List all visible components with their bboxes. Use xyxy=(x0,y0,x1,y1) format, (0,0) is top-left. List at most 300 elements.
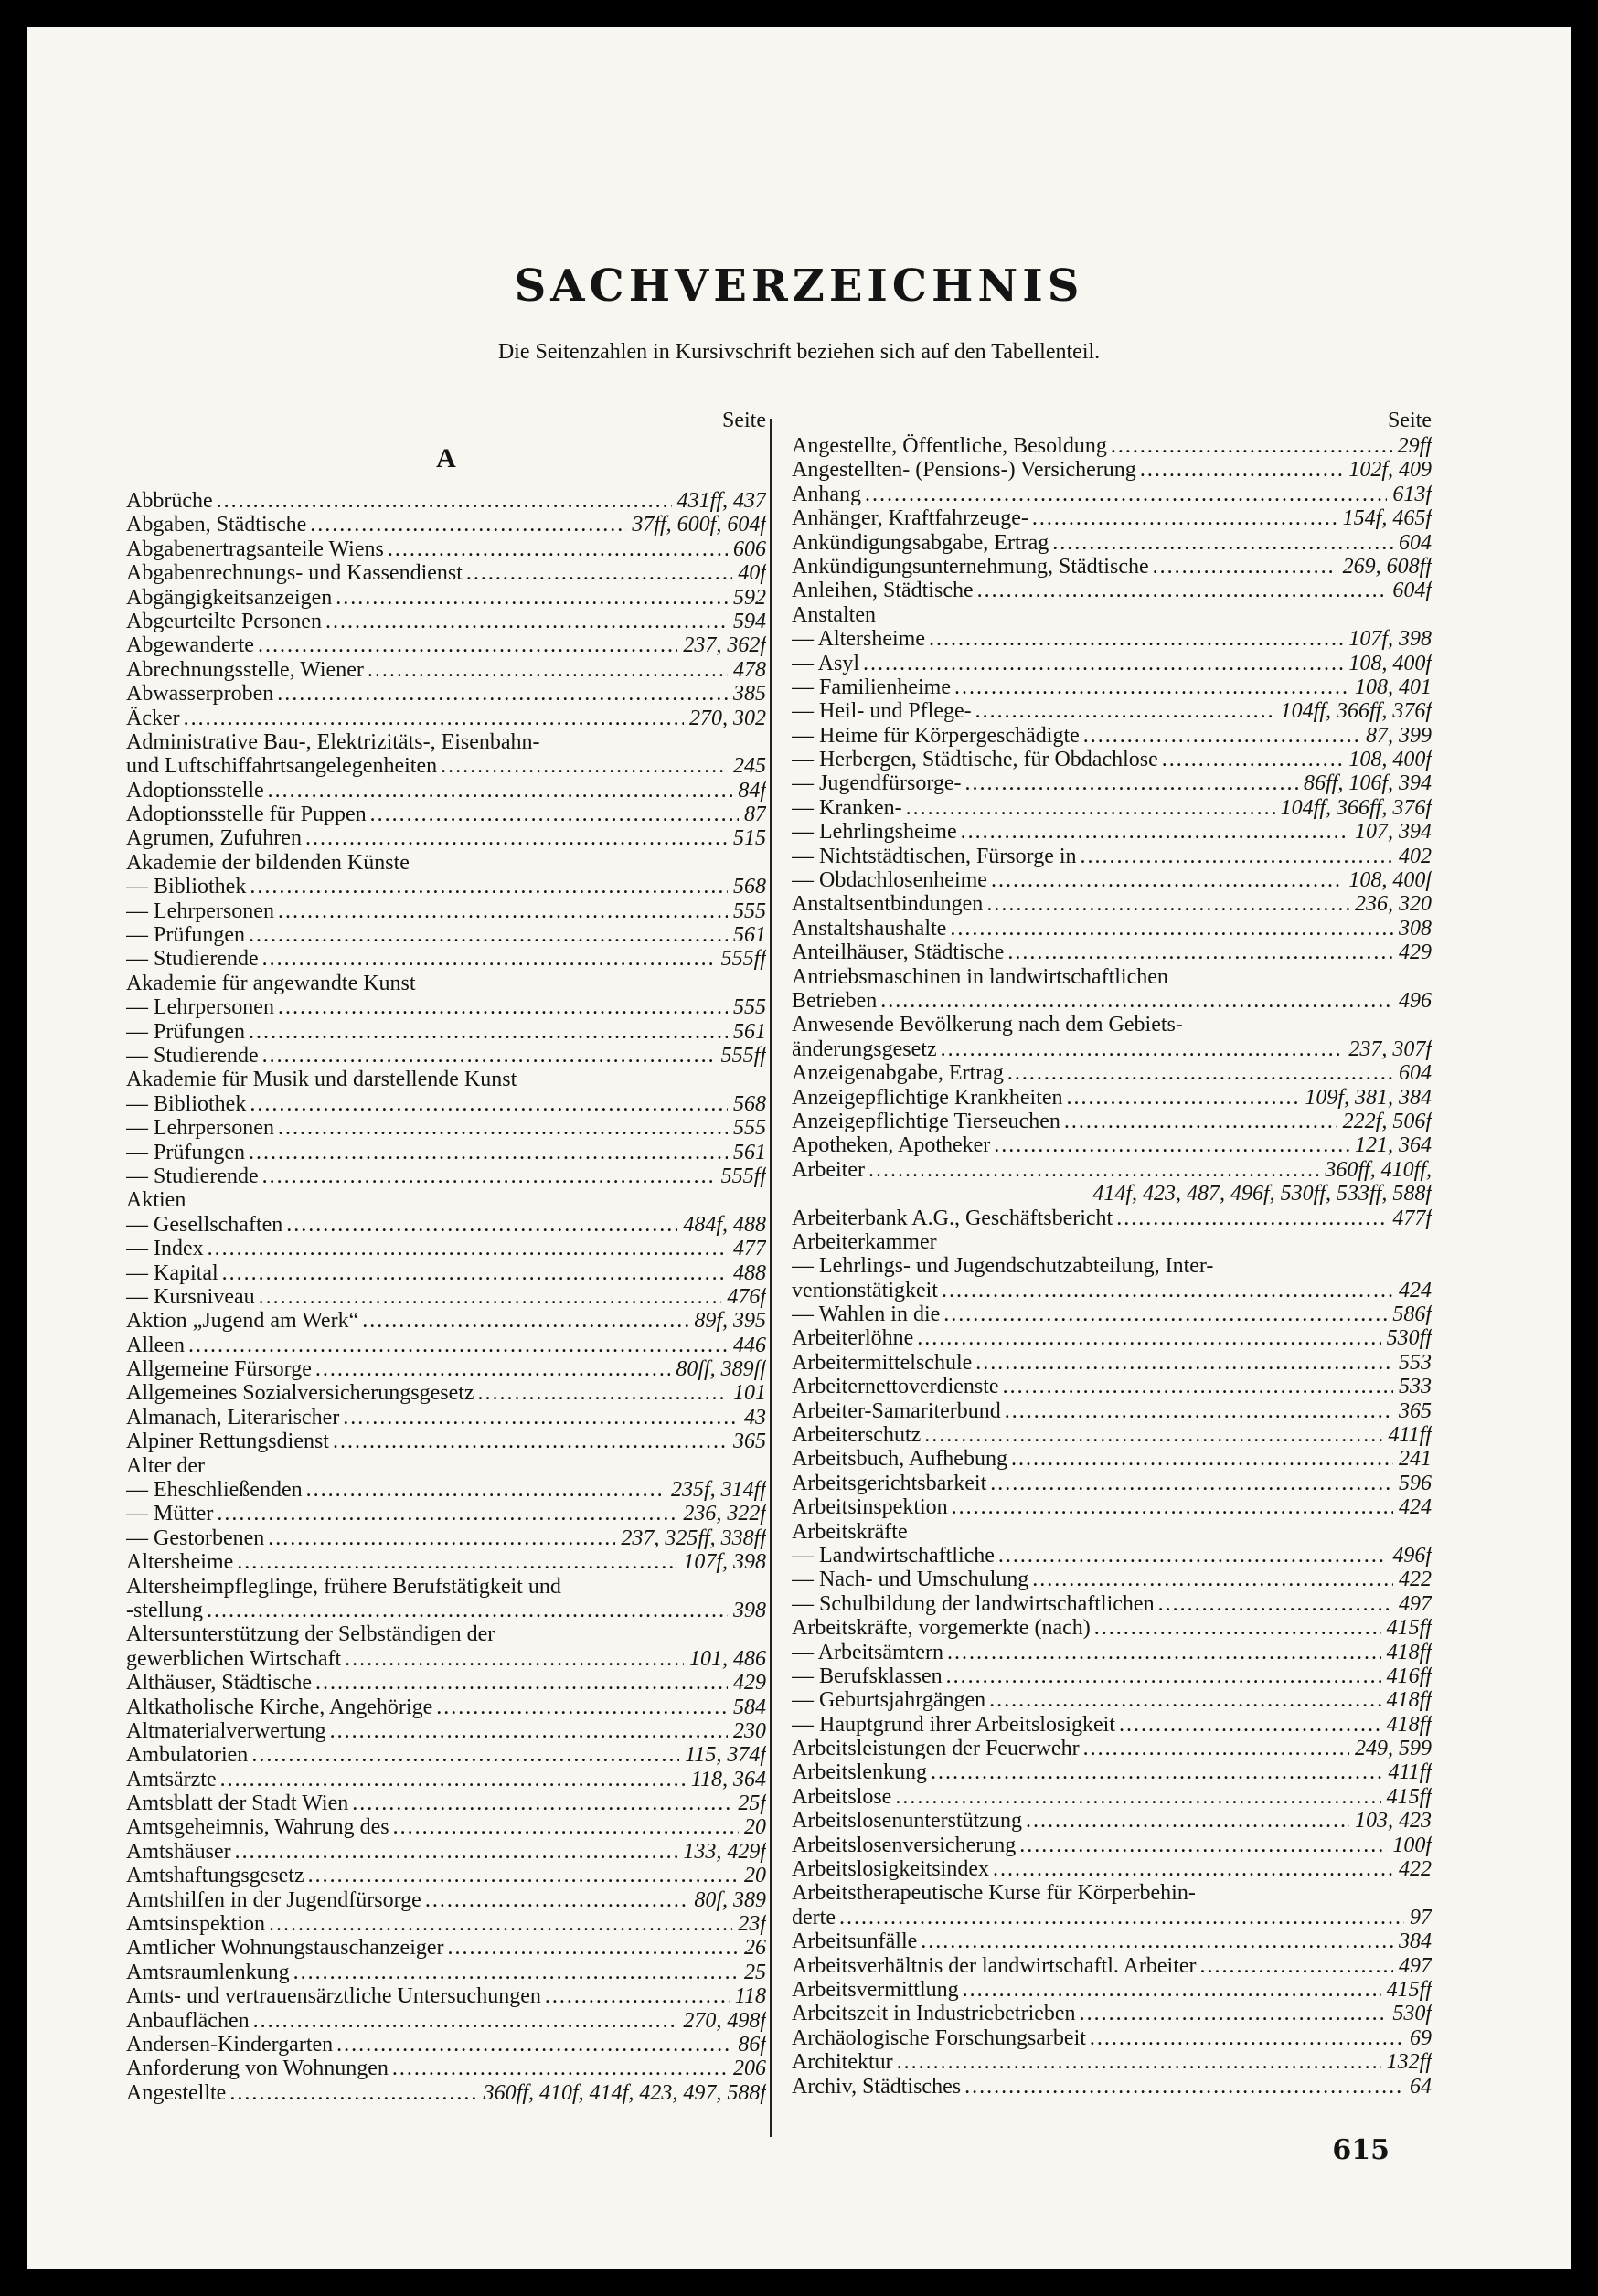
index-entry xyxy=(792,1013,1432,1036)
entry-pages: 477 xyxy=(733,1237,766,1261)
entry-pages: 236, 322f xyxy=(683,1502,766,1526)
entry-pages: 415ff xyxy=(1386,1978,1432,2002)
index-entry xyxy=(792,796,1432,820)
entry-pages: 496 xyxy=(1399,988,1432,1013)
index-entry xyxy=(792,1182,1432,1206)
seite-header-right: Seite xyxy=(1388,409,1432,432)
entry-term: Abbrüche xyxy=(126,489,213,513)
index-entry xyxy=(126,754,766,778)
dot-leader xyxy=(358,1309,688,1333)
index-entry xyxy=(792,483,1432,506)
index-entry xyxy=(126,1695,766,1719)
entry-term: Arbeitslenkung xyxy=(792,1760,927,1785)
index-entry xyxy=(792,1641,1432,1664)
dot-leader xyxy=(306,513,626,537)
entry-term: Angestellte xyxy=(126,2080,227,2105)
entry-pages: 416ff xyxy=(1386,1664,1432,1688)
dot-leader xyxy=(943,1641,1381,1664)
index-entry xyxy=(792,2075,1432,2099)
dot-leader xyxy=(302,826,728,850)
entry-term: — Hauptgrund ihrer Arbeitslosigkeit xyxy=(792,1712,1115,1737)
entry-term: — Jugendfürsorge- xyxy=(792,771,962,796)
entry-pages: 365 xyxy=(733,1430,766,1454)
dot-leader xyxy=(940,1302,1387,1326)
entry-term: Althäuser, Städtische xyxy=(126,1671,312,1695)
index-entry xyxy=(792,1158,1432,1182)
index-entry xyxy=(126,2081,766,2105)
index-entry xyxy=(126,899,766,923)
entry-term: — Gestorbenen xyxy=(126,1525,265,1550)
dot-leader xyxy=(180,707,684,730)
index-entry xyxy=(126,513,766,537)
dot-leader xyxy=(312,1357,670,1381)
entry-pages: 592 xyxy=(733,585,766,610)
entry-term: Arbeitslosigkeitsindex xyxy=(792,1857,989,1882)
entry-term: — Heime für Körpergeschädigte xyxy=(792,723,1080,748)
dot-leader xyxy=(877,989,1393,1013)
index-entry xyxy=(792,845,1432,868)
entry-term: — Kursniveau xyxy=(126,1284,255,1309)
dot-leader xyxy=(1007,1447,1393,1471)
dot-leader xyxy=(1136,458,1344,482)
entry-term: — Lehrlings- und Jugendschutzabteilung, Inter- xyxy=(792,1254,1214,1279)
entry-pages: 80ff, 389ff xyxy=(676,1357,766,1382)
dot-leader xyxy=(303,1478,666,1502)
dot-leader xyxy=(1004,1061,1393,1085)
dot-leader xyxy=(1060,1110,1337,1133)
entry-term: Akademie für Musik und darstellende Kunst xyxy=(126,1068,517,1092)
entry-pages: 118, 364 xyxy=(690,1767,766,1791)
entry-pages: 26 xyxy=(744,1936,766,1961)
entry-term: Arbeiterschutz xyxy=(792,1423,922,1448)
entry-term: Anzeigepflichtige Krankheiten xyxy=(792,1085,1063,1110)
dot-leader xyxy=(273,682,728,706)
entry-pages: 87, 399 xyxy=(1366,723,1432,748)
index-page xyxy=(27,27,1571,2269)
entry-pages: 269, 608ff xyxy=(1342,554,1432,579)
index-entry xyxy=(792,748,1432,771)
entry-term: — Gesellschaften xyxy=(126,1212,283,1237)
dot-leader xyxy=(245,1141,728,1164)
index-entry xyxy=(126,1285,766,1309)
entry-pages: 270, 498f xyxy=(683,2008,766,2033)
entry-pages: 101, 486 xyxy=(689,1646,766,1671)
entry-term: Altkatholische Kirche, Angehörige xyxy=(126,1695,433,1719)
index-entry xyxy=(792,1110,1432,1133)
right-entries xyxy=(792,434,1432,2099)
entry-term: Betrieben xyxy=(792,988,878,1013)
index-entry xyxy=(792,1495,1432,1519)
entry-pages: 422 xyxy=(1399,1568,1432,1592)
dot-leader xyxy=(1022,1809,1349,1833)
dot-leader xyxy=(326,1719,728,1743)
entry-pages: 108, 400f xyxy=(1348,868,1432,893)
index-entry xyxy=(792,1568,1432,1591)
entry-pages: 40f xyxy=(738,561,766,586)
entry-term: Alpiner Rettungsdienst xyxy=(126,1430,329,1454)
entry-term: — Prüfungen xyxy=(126,923,245,948)
index-entry xyxy=(126,682,766,706)
entry-pages: 418ff xyxy=(1386,1688,1432,1713)
entry-term: Archiv, Städtisches xyxy=(792,2074,962,2099)
dot-leader xyxy=(233,1550,677,1574)
dot-leader xyxy=(861,483,1387,506)
entry-term: Archäologische Forschungsarbeit xyxy=(792,2025,1086,2050)
dot-leader xyxy=(437,754,728,778)
index-entry xyxy=(792,965,1432,989)
entry-term: Abwasserproben xyxy=(126,682,274,707)
index-entry xyxy=(126,1912,766,1936)
page-number: 615 xyxy=(1332,2134,1390,2166)
index-entry xyxy=(126,1622,766,1646)
left-column xyxy=(126,407,766,2105)
entry-pages: 37ff, 600f, 604f xyxy=(632,513,766,537)
entry-term: Anstaltsentbindungen xyxy=(792,892,984,917)
entry-term: — Landwirtschaftliche xyxy=(792,1543,995,1568)
entry-term: Arbeitslose xyxy=(792,1784,892,1809)
dot-leader xyxy=(367,803,739,826)
entry-term: Anwesende Bevölkerung nach dem Gebiets- xyxy=(792,1013,1183,1037)
entry-pages: 488 xyxy=(733,1260,766,1285)
entry-pages: 108, 401 xyxy=(1355,675,1432,699)
entry-term: — Wahlen in die xyxy=(792,1302,941,1327)
dot-leader xyxy=(332,586,728,610)
dot-leader xyxy=(962,771,1298,795)
entry-term: Abgewanderte xyxy=(126,633,254,658)
dot-leader xyxy=(250,2009,678,2033)
dot-leader xyxy=(322,610,728,633)
dot-leader xyxy=(957,820,1349,844)
index-entry xyxy=(126,1261,766,1285)
dot-leader xyxy=(1197,1954,1393,1978)
dot-leader xyxy=(341,1647,684,1671)
index-entry xyxy=(792,699,1432,723)
dot-leader xyxy=(364,658,728,682)
entry-pages: 530ff xyxy=(1386,1326,1432,1351)
index-entry xyxy=(792,1688,1432,1712)
entry-pages: 402 xyxy=(1399,844,1432,868)
index-entry xyxy=(792,1061,1432,1085)
index-entry xyxy=(126,2057,766,2080)
entry-term: — Mütter xyxy=(126,1502,214,1526)
entry-term: — Herbergen, Städtische, für Obdachlose xyxy=(792,748,1158,772)
entry-term: Altersunterstützung der Selbständigen der xyxy=(126,1622,495,1647)
dot-leader xyxy=(865,1158,1319,1182)
dot-leader xyxy=(1080,724,1360,748)
index-entry xyxy=(792,1978,1432,2002)
entry-term: Administrative Bau-, Elektrizitäts-, Eisenbahn- xyxy=(126,729,540,754)
dot-leader xyxy=(1080,1737,1349,1760)
index-entry xyxy=(126,730,766,754)
dot-leader xyxy=(444,1936,739,1960)
dot-leader xyxy=(218,1261,728,1285)
entry-term: — Eheschließenden xyxy=(126,1478,303,1503)
entry-term: Aktien xyxy=(126,1188,186,1213)
dot-leader xyxy=(282,1213,677,1237)
dot-leader xyxy=(1049,531,1393,555)
index-entry xyxy=(792,555,1432,579)
entry-term: — Altersheime xyxy=(792,627,925,652)
dot-leader xyxy=(999,1375,1393,1398)
entry-pages: 235f, 314ff xyxy=(670,1478,766,1503)
index-entry xyxy=(126,1188,766,1212)
dot-leader xyxy=(946,917,1393,941)
entry-term: Abgabenertragsanteile Wiens xyxy=(126,537,384,561)
entry-pages: 29ff xyxy=(1397,434,1432,458)
index-entry xyxy=(126,803,766,826)
entry-pages: 586f xyxy=(1392,1302,1432,1327)
index-entry xyxy=(126,1961,766,1984)
index-entry xyxy=(126,1213,766,1237)
dot-leader xyxy=(329,1430,728,1453)
entry-term: Alter der xyxy=(126,1453,205,1478)
entry-pages: 107f, 398 xyxy=(683,1550,766,1575)
entry-pages: 604 xyxy=(1399,1061,1432,1086)
entry-term: ventionstätigkeit xyxy=(792,1278,938,1302)
index-entry xyxy=(126,1743,766,1767)
entry-term: — Schulbildung der landwirtschaftlichen xyxy=(792,1591,1155,1616)
entry-pages: 594 xyxy=(733,609,766,633)
dot-leader xyxy=(1158,748,1344,771)
dot-leader xyxy=(891,1785,1380,1809)
index-entry xyxy=(792,820,1432,844)
entry-pages: 270, 302 xyxy=(689,706,766,730)
entry-pages: 568 xyxy=(733,875,766,899)
dot-leader xyxy=(259,1044,716,1068)
index-entry xyxy=(792,1086,1432,1110)
entry-pages: 384 xyxy=(1399,1929,1432,1954)
entry-term: Arbeitsinspektion xyxy=(792,1495,948,1520)
entry-pages: 237, 307f xyxy=(1348,1036,1432,1061)
subtitle: Die Seitenzahlen in Kursivschrift beziehen sich auf den Tabellenteil. xyxy=(497,340,1101,364)
entry-pages: 476f xyxy=(727,1284,766,1309)
index-entry xyxy=(792,1929,1432,1953)
index-entry xyxy=(126,633,766,657)
index-entry xyxy=(126,875,766,898)
entry-pages: 102f, 409 xyxy=(1348,458,1432,483)
entry-term: — Arbeitsämtern xyxy=(792,1640,943,1664)
entry-term: — Prüfungen xyxy=(126,1140,245,1164)
index-entry xyxy=(792,868,1432,892)
entry-pages: 245 xyxy=(733,754,766,779)
entry-pages: 89f, 395 xyxy=(694,1309,766,1334)
index-entry xyxy=(792,724,1432,748)
dot-leader xyxy=(421,1888,689,1912)
index-entry xyxy=(126,1116,766,1140)
entry-term: Anhang xyxy=(792,482,861,506)
entry-term: derte xyxy=(792,1905,836,1929)
index-entry xyxy=(792,1785,1432,1809)
entry-pages: 222f, 506f xyxy=(1342,1109,1432,1133)
entry-term: Arbeiter-Samariterbund xyxy=(792,1398,1001,1423)
entry-term: — Bibliothek xyxy=(126,1091,247,1116)
dot-leader xyxy=(925,627,1343,651)
entry-pages: 132ff xyxy=(1386,2050,1432,2075)
entry-pages: 69 xyxy=(1410,2025,1432,2050)
entry-term: Ambulatorien xyxy=(126,1743,249,1768)
entry-pages: 497 xyxy=(1399,1591,1432,1616)
entry-term: — Geburtsjahrgängen xyxy=(792,1688,986,1713)
entry-pages: 555 xyxy=(733,995,766,1020)
dot-leader xyxy=(541,1984,730,2008)
entry-pages: 561 xyxy=(733,1140,766,1164)
entry-term: — Obdachlosenheime xyxy=(792,868,987,893)
index-entry xyxy=(792,1664,1432,1688)
entry-term: Abgaben, Städtische xyxy=(126,513,307,537)
entry-term: Amtsinspektion xyxy=(126,1912,266,1937)
entry-term: Arbeiternettoverdienste xyxy=(792,1375,999,1399)
index-entry xyxy=(792,771,1432,795)
entry-term: -stellung xyxy=(126,1598,203,1622)
entry-pages: 84f xyxy=(738,778,766,803)
index-entry xyxy=(792,627,1432,651)
index-entry xyxy=(126,1888,766,1912)
dot-leader xyxy=(972,1351,1393,1375)
index-entry xyxy=(792,458,1432,482)
index-entry xyxy=(126,1237,766,1260)
dot-leader xyxy=(1107,434,1392,458)
dot-leader xyxy=(254,633,677,657)
index-entry xyxy=(126,1791,766,1815)
index-entry xyxy=(126,923,766,947)
entry-pages: 97 xyxy=(1410,1905,1432,1929)
entry-pages: 25 xyxy=(744,1960,766,1984)
dot-leader xyxy=(974,579,1388,602)
index-entry xyxy=(126,2009,766,2033)
dot-leader xyxy=(185,1334,728,1357)
entry-term: Amtlicher Wohnungstauschanzeiger xyxy=(126,1936,444,1961)
entry-pages: 101 xyxy=(733,1381,766,1406)
index-entry xyxy=(792,1544,1432,1568)
entry-term: Adoptionsstelle xyxy=(126,778,264,803)
index-entry xyxy=(126,1044,766,1068)
entry-pages: 109f, 381, 384 xyxy=(1305,1085,1432,1110)
index-entry xyxy=(126,610,766,633)
entry-pages: 561 xyxy=(733,923,766,948)
index-entry xyxy=(792,917,1432,941)
entry-term: Apotheken, Apotheker xyxy=(792,1133,991,1158)
index-entry xyxy=(126,1068,766,1091)
dot-leader xyxy=(943,1664,1381,1688)
entry-term: — Studierende xyxy=(126,947,259,972)
index-entry xyxy=(126,1381,766,1405)
dot-leader xyxy=(304,1864,739,1887)
index-entry xyxy=(126,1815,766,1839)
entry-pages: 108, 400f xyxy=(1348,748,1432,772)
index-entry xyxy=(792,531,1432,555)
entry-term: Amtsärzte xyxy=(126,1767,217,1791)
index-entry xyxy=(126,1020,766,1044)
dot-leader xyxy=(859,652,1343,675)
entry-pages: 561 xyxy=(733,1019,766,1044)
entry-pages: 236, 320 xyxy=(1355,892,1432,917)
entry-term: Anforderung von Wohnungen xyxy=(126,2057,389,2081)
index-entry xyxy=(792,1423,1432,1447)
index-entry xyxy=(792,1713,1432,1737)
entry-term: Arbeiterkammer xyxy=(792,1229,937,1254)
index-entry xyxy=(792,1206,1432,1230)
entry-pages: 365 xyxy=(1399,1398,1432,1423)
dot-leader xyxy=(274,899,728,923)
index-entry xyxy=(126,947,766,971)
entry-term: Arbeitskräfte xyxy=(792,1519,908,1544)
index-entry xyxy=(792,1279,1432,1302)
entry-term: Anteilhäuser, Städtische xyxy=(792,941,1005,965)
entry-term: — Nichtstädtischen, Fürsorge in xyxy=(792,844,1077,868)
entry-pages: 249, 599 xyxy=(1355,1737,1432,1761)
entry-pages: 360ff, 410ff, xyxy=(1325,1157,1432,1182)
entry-pages: 43 xyxy=(744,1405,766,1430)
dot-leader xyxy=(836,1906,1404,1929)
entry-term: — Lehrpersonen xyxy=(126,1116,274,1141)
index-entry xyxy=(126,995,766,1019)
dot-leader xyxy=(937,1037,1344,1061)
entry-pages: 23f xyxy=(738,1912,766,1937)
index-entry xyxy=(792,2002,1432,2025)
index-entry xyxy=(792,1834,1432,1857)
dot-leader xyxy=(226,2081,477,2105)
dot-leader xyxy=(274,995,728,1019)
dot-leader xyxy=(987,868,1343,892)
entry-term: Altersheimpfleglinge, frühere Berufstätigkeit und xyxy=(126,1574,561,1599)
entry-pages: 108, 400f xyxy=(1348,651,1432,675)
entry-term: Amtshäuser xyxy=(126,1839,231,1864)
dot-leader xyxy=(986,1472,1393,1495)
dot-leader xyxy=(989,1857,1393,1881)
dot-leader xyxy=(389,2057,728,2080)
entry-term: Arbeiter xyxy=(792,1157,865,1182)
entry-term: Arbeitskräfte, vorgemerkte (nach) xyxy=(792,1616,1091,1641)
index-entry xyxy=(792,2050,1432,2074)
entry-term: Ankündigungsunternehmung, Städtische xyxy=(792,554,1149,579)
entry-term: Arbeitslosenunterstützung xyxy=(792,1809,1022,1834)
entry-term: Arbeitsleistungen der Feuerwehr xyxy=(792,1737,1080,1761)
entry-term: Amtsraumlenkung xyxy=(126,1960,290,1984)
entry-term: — Lehrlingsheime xyxy=(792,820,957,845)
index-entry xyxy=(792,1760,1432,1784)
index-entry xyxy=(792,506,1432,530)
entry-term: Arbeitsgerichtsbarkeit xyxy=(792,1471,987,1495)
index-entry xyxy=(126,1406,766,1430)
entry-pages: 606 xyxy=(733,537,766,561)
index-entry xyxy=(126,707,766,730)
dot-leader xyxy=(204,1237,728,1260)
index-entry xyxy=(126,1141,766,1164)
dot-leader xyxy=(921,1423,1382,1447)
index-entry xyxy=(126,1502,766,1525)
index-entry xyxy=(126,1454,766,1478)
entry-pages: 133, 429f xyxy=(683,1839,766,1864)
dot-leader xyxy=(1063,1086,1300,1110)
dot-leader xyxy=(1155,1592,1393,1616)
index-entry xyxy=(792,1302,1432,1326)
entry-pages: 596 xyxy=(1399,1471,1432,1495)
entry-term: Abgeurteilte Personen xyxy=(126,609,322,633)
entry-pages: 568 xyxy=(733,1091,766,1116)
entry-term: Andersen-Kindergarten xyxy=(126,2033,334,2057)
entry-term: Agrumen, Zufuhren xyxy=(126,826,302,851)
index-entry xyxy=(126,658,766,682)
index-entry xyxy=(792,675,1432,699)
entry-pages: 553 xyxy=(1399,1350,1432,1375)
index-entry xyxy=(792,1906,1432,1929)
entry-pages: 87 xyxy=(744,803,766,827)
entry-term: Antriebsmaschinen in landwirtschaftlichen xyxy=(792,964,1168,989)
index-entry xyxy=(126,1768,766,1791)
entry-pages: 429 xyxy=(1399,941,1432,965)
dot-leader xyxy=(333,2033,732,2057)
entry-term: Anbauflächen xyxy=(126,2008,250,2033)
